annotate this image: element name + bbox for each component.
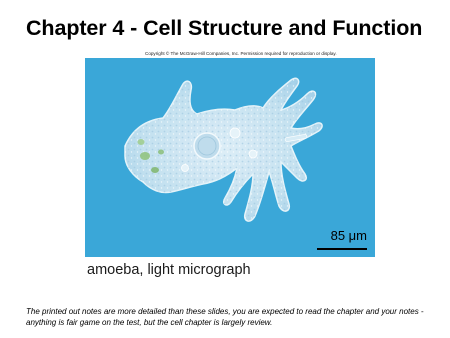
food-vacuole xyxy=(138,139,145,145)
figure-caption: amoeba, light micrograph xyxy=(87,262,251,278)
vacuole xyxy=(249,150,257,158)
figure-panel xyxy=(85,49,375,284)
copyright-notice: Copyright © The McGraw-Hill Companies, Inc. Permission required for reproduction or display. xyxy=(145,51,337,56)
food-vacuole xyxy=(158,150,164,155)
scale-label: 85 μm xyxy=(330,228,367,243)
food-vacuole xyxy=(140,152,150,160)
slide-notes: The printed out notes are more detailed than these slides, you are expected to read the chapter and your notes - anything is fair game on the test, but the cell chapter is largely review. xyxy=(26,307,424,327)
amoeba-micrograph xyxy=(85,58,375,257)
food-vacuole xyxy=(151,167,159,173)
vacuole xyxy=(182,165,189,172)
scale-bar xyxy=(317,248,367,250)
slide-title: Chapter 4 - Cell Structure and Function xyxy=(26,16,423,40)
vacuole xyxy=(230,128,240,138)
